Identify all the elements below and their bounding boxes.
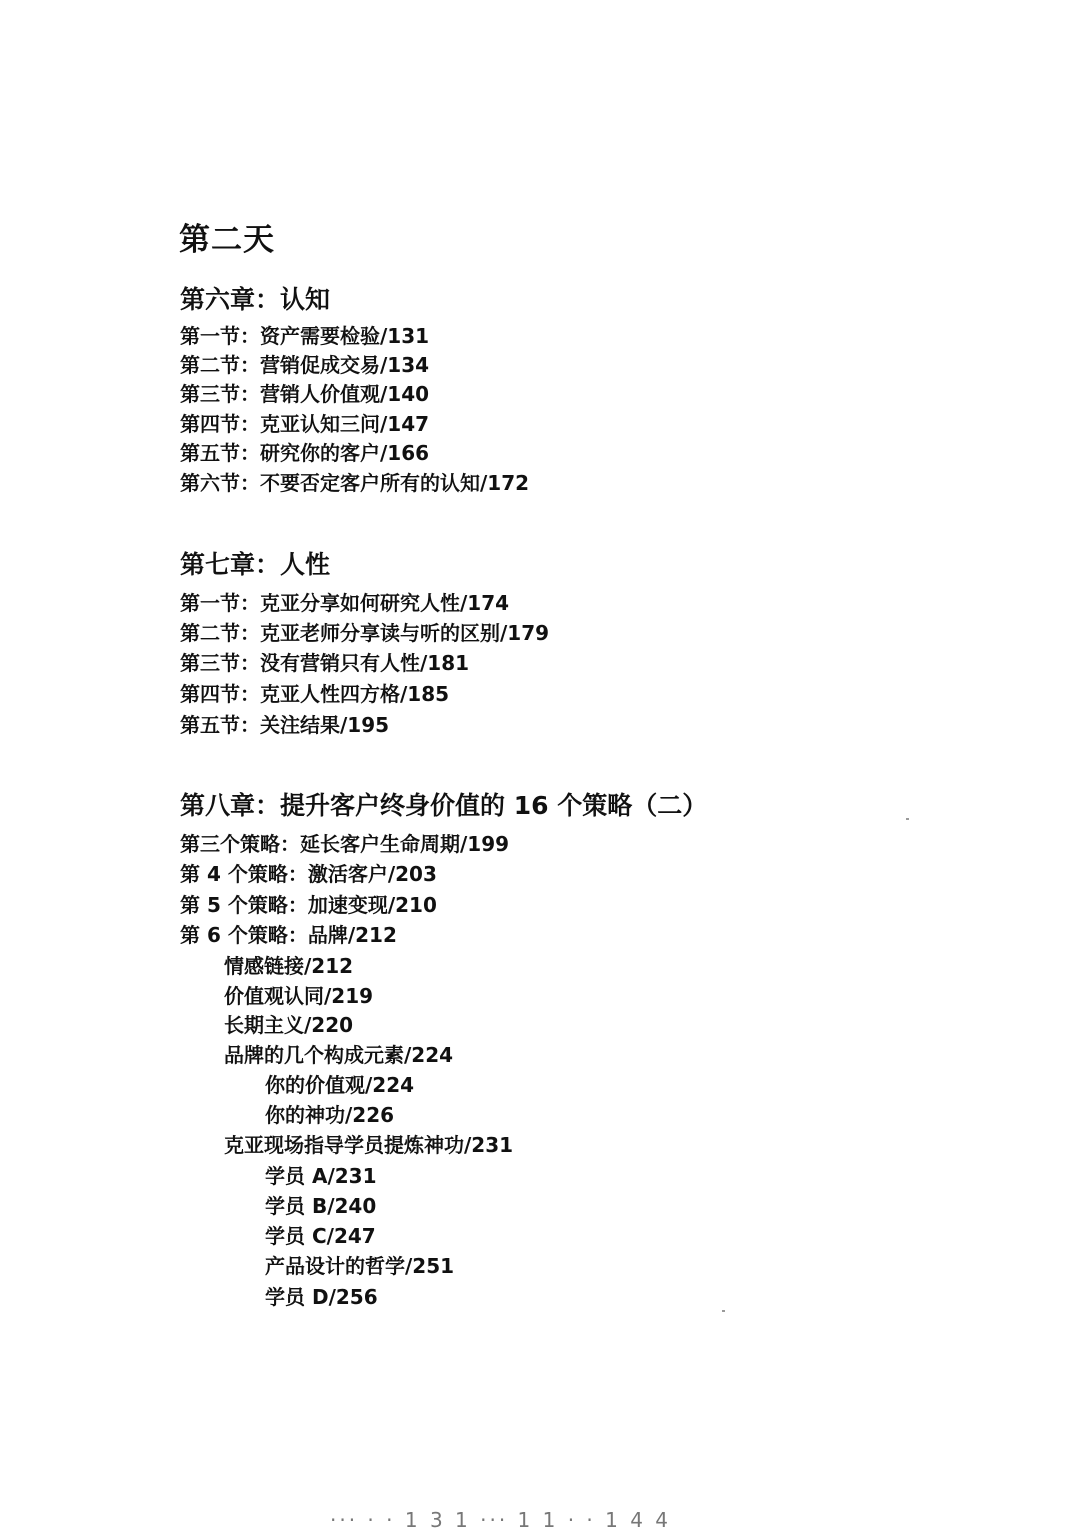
toc-entry: 第 4 个策略：激活客户/203 bbox=[180, 862, 437, 886]
toc-subentry: 品牌的几个构成元素/224 bbox=[224, 1043, 454, 1067]
toc-entry: 第五节：关注结果/195 bbox=[180, 713, 390, 737]
scan-speck bbox=[906, 818, 909, 820]
toc-subsubentry: 产品设计的哲学/251 bbox=[265, 1254, 455, 1278]
chapter-6-title: 第六章：认知 bbox=[180, 285, 331, 314]
toc-entry: 第 6 个策略：品牌/212 bbox=[180, 923, 397, 947]
toc-subsubentry: 学员 B/240 bbox=[265, 1194, 377, 1218]
toc-entry: 第 5 个策略：加速变现/210 bbox=[180, 893, 437, 917]
toc-entry: 第二节：克亚老师分享读与听的区别/179 bbox=[180, 621, 550, 645]
toc-entry: 第四节：克亚认知三问/147 bbox=[180, 412, 430, 436]
toc-subsubentry: 学员 A/231 bbox=[265, 1164, 377, 1188]
toc-subsubentry: 学员 C/247 bbox=[265, 1224, 376, 1248]
toc-entry: 第三个策略：延长客户生命周期/199 bbox=[180, 832, 510, 856]
toc-subsubentry: 你的神功/226 bbox=[265, 1103, 395, 1127]
toc-subentry: 价值观认同/219 bbox=[224, 984, 374, 1008]
toc-entry: 第五节：研究你的客户/166 bbox=[180, 441, 430, 465]
toc-subsubentry: 学员 D/256 bbox=[265, 1285, 378, 1309]
toc-subentry: 长期主义/220 bbox=[224, 1013, 354, 1037]
chapter-7-title: 第七章：人性 bbox=[180, 550, 331, 579]
toc-subsubentry: 你的价值观/224 bbox=[265, 1073, 415, 1097]
toc-entry: 第二节：营销促成交易/134 bbox=[180, 353, 430, 377]
toc-entry: 第三节：营销人价值观/140 bbox=[180, 382, 430, 406]
part-title: 第二天 bbox=[179, 222, 275, 258]
toc-entry: 第三节：没有营销只有人性/181 bbox=[180, 651, 470, 675]
toc-subentry: 情感链接/212 bbox=[224, 954, 354, 978]
toc-entry: 第一节：资产需要检验/131 bbox=[180, 324, 430, 348]
chapter-8-title: 第八章：提升客户终身价值的 16 个策略（二） bbox=[180, 791, 708, 820]
scan-speck bbox=[722, 1310, 725, 1312]
toc-entry: 第四节：克亚人性四方格/185 bbox=[180, 682, 450, 706]
footer-cutoff-text: ··· · · 1 3 1 ··· 1 1 · · 1 4 4 bbox=[330, 1508, 672, 1532]
toc-entry: 第六节：不要否定客户所有的认知/172 bbox=[180, 471, 530, 495]
toc-entry: 第一节：克亚分享如何研究人性/174 bbox=[180, 591, 510, 615]
toc-subentry: 克亚现场指导学员提炼神功/231 bbox=[224, 1133, 514, 1157]
